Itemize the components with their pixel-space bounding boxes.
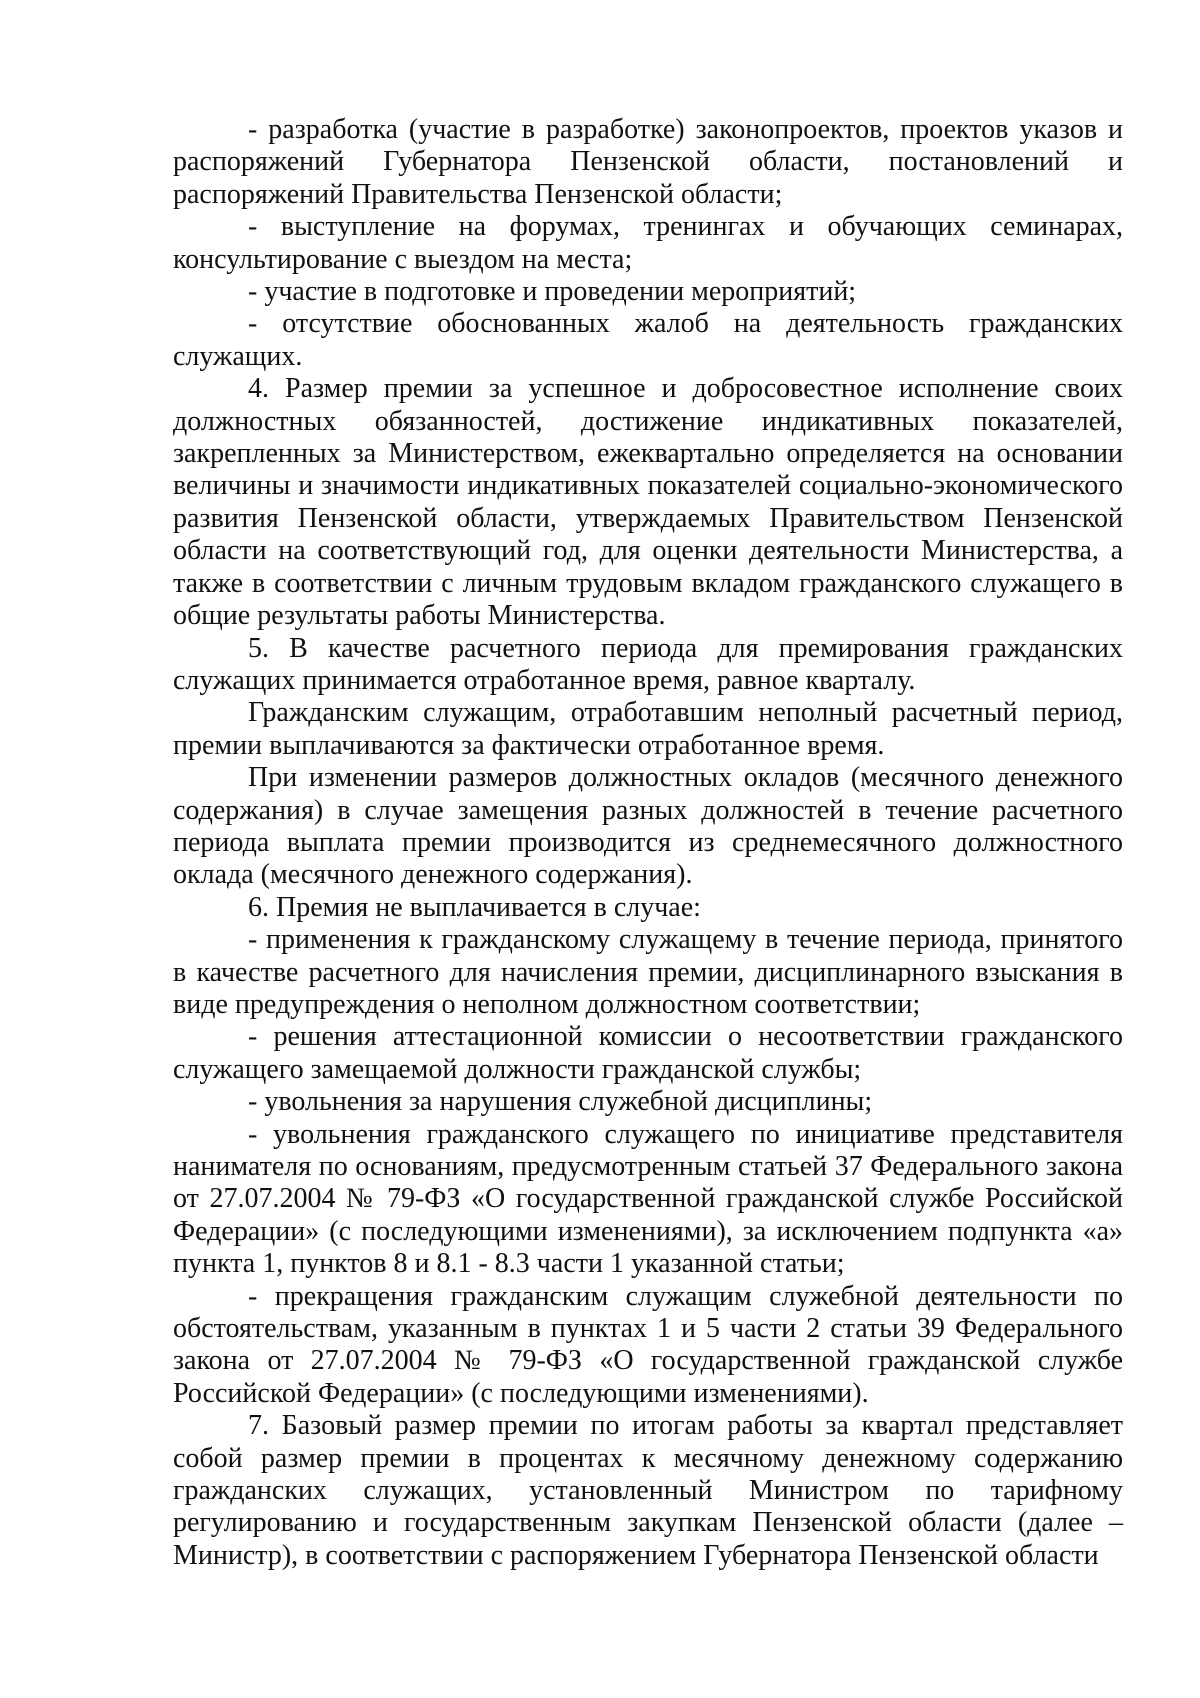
paragraph-item-6: 6. Премия не выплачивается в случае: — [248, 891, 701, 923]
paragraph-item-7: 7. Базовый размер премии по итогам работы за квартал представляет собой размер премии в процентах к месячному денежному содержанию гражданских служащих, установленный Министром по тарифному регулированию и государственным закупкам Пензенской области (далее – Министр), в соответствии с распоряжением Губернатора Пензенской области — [173, 1410, 1123, 1571]
paragraph-bullet-events: - участие в подготовке и проведении мероприятий; — [248, 276, 857, 308]
paragraph-bullet-forums: - выступление на форумах, тренингах и обучающих семинарах, консультирование с выездом на места; — [173, 211, 1123, 275]
paragraph-bullet-disciplinary: - применения к гражданскому служащему в течение периода, принятого в качестве расчетного для начисления премии, дисциплинарного взыскания в виде предупреждения о неполном должностном соответствии; — [173, 924, 1123, 1020]
paragraph-salary-change: При изменении размеров должностных окладов (месячного денежного содержания) в случае замещения разных должностей в течение расчетного периода выплата премии производится из среднемесячного должностного оклада (месячного денежного содержания). — [173, 762, 1123, 891]
paragraph-partial-period: Гражданским служащим, отработавшим неполный расчетный период, премии выплачиваются за фактически отработанное время. — [173, 697, 1123, 761]
paragraph-bullet-drafting: - разработка (участие в разработке) законопроектов, проектов указов и распоряжений Губернатора Пензенской области, постановлений и распоряжений Правительства Пензенской области; — [173, 114, 1123, 210]
paragraph-bullet-dismissal: - увольнения за нарушения служебной дисциплины; — [248, 1086, 873, 1118]
paragraph-item-5: 5. В качестве расчетного периода для премирования гражданских служащих принимается отработанное время, равное кварталу. — [173, 632, 1123, 696]
paragraph-bullet-attestation: - решения аттестационной комиссии о несоответствии гражданского служащего замещаемой должности гражданской службы; — [173, 1021, 1123, 1085]
document-page — [173, 114, 1123, 1572]
paragraph-bullet-termination: - прекращения гражданским служащим служебной деятельности по обстоятельствам, указанным в пунктах 1 и 5 части 2 статьи 39 Федерального закона от 27.07.2004 № 79-ФЗ «О государственной гражданской службе Российской Федерации» (с последующими изменениями). — [173, 1280, 1123, 1409]
paragraph-bullet-no-complaints: - отсутствие обоснованных жалоб на деятельность гражданских служащих. — [173, 308, 1123, 372]
paragraph-item-4: 4. Размер премии за успешное и добросовестное исполнение своих должностных обязанностей, достижение индикативных показателей, закрепленных за Министерством, ежеквартально определяется на основании величины и значимости индикативных показателей социально-экономического развития Пензенской области, утверждаемых Правительством Пензенской области на соответствующий год, для оценки деятельности Министерства, а также в соответствии с личным трудовым вкладом гражданского служащего в общие результаты работы Министерства. — [173, 373, 1123, 632]
paragraph-bullet-employer-initiative: - увольнения гражданского служащего по инициативе представителя нанимателя по основаниям, предусмотренным статьей 37 Федерального закона от 27.07.2004 № 79-ФЗ «О государственной гражданской службе Российской Федерации» (с последующими изменениями), за исключением подпункта «а» пункта 1, пунктов 8 и 8.1 - 8.3 части 1 указанной статьи; — [173, 1118, 1123, 1280]
